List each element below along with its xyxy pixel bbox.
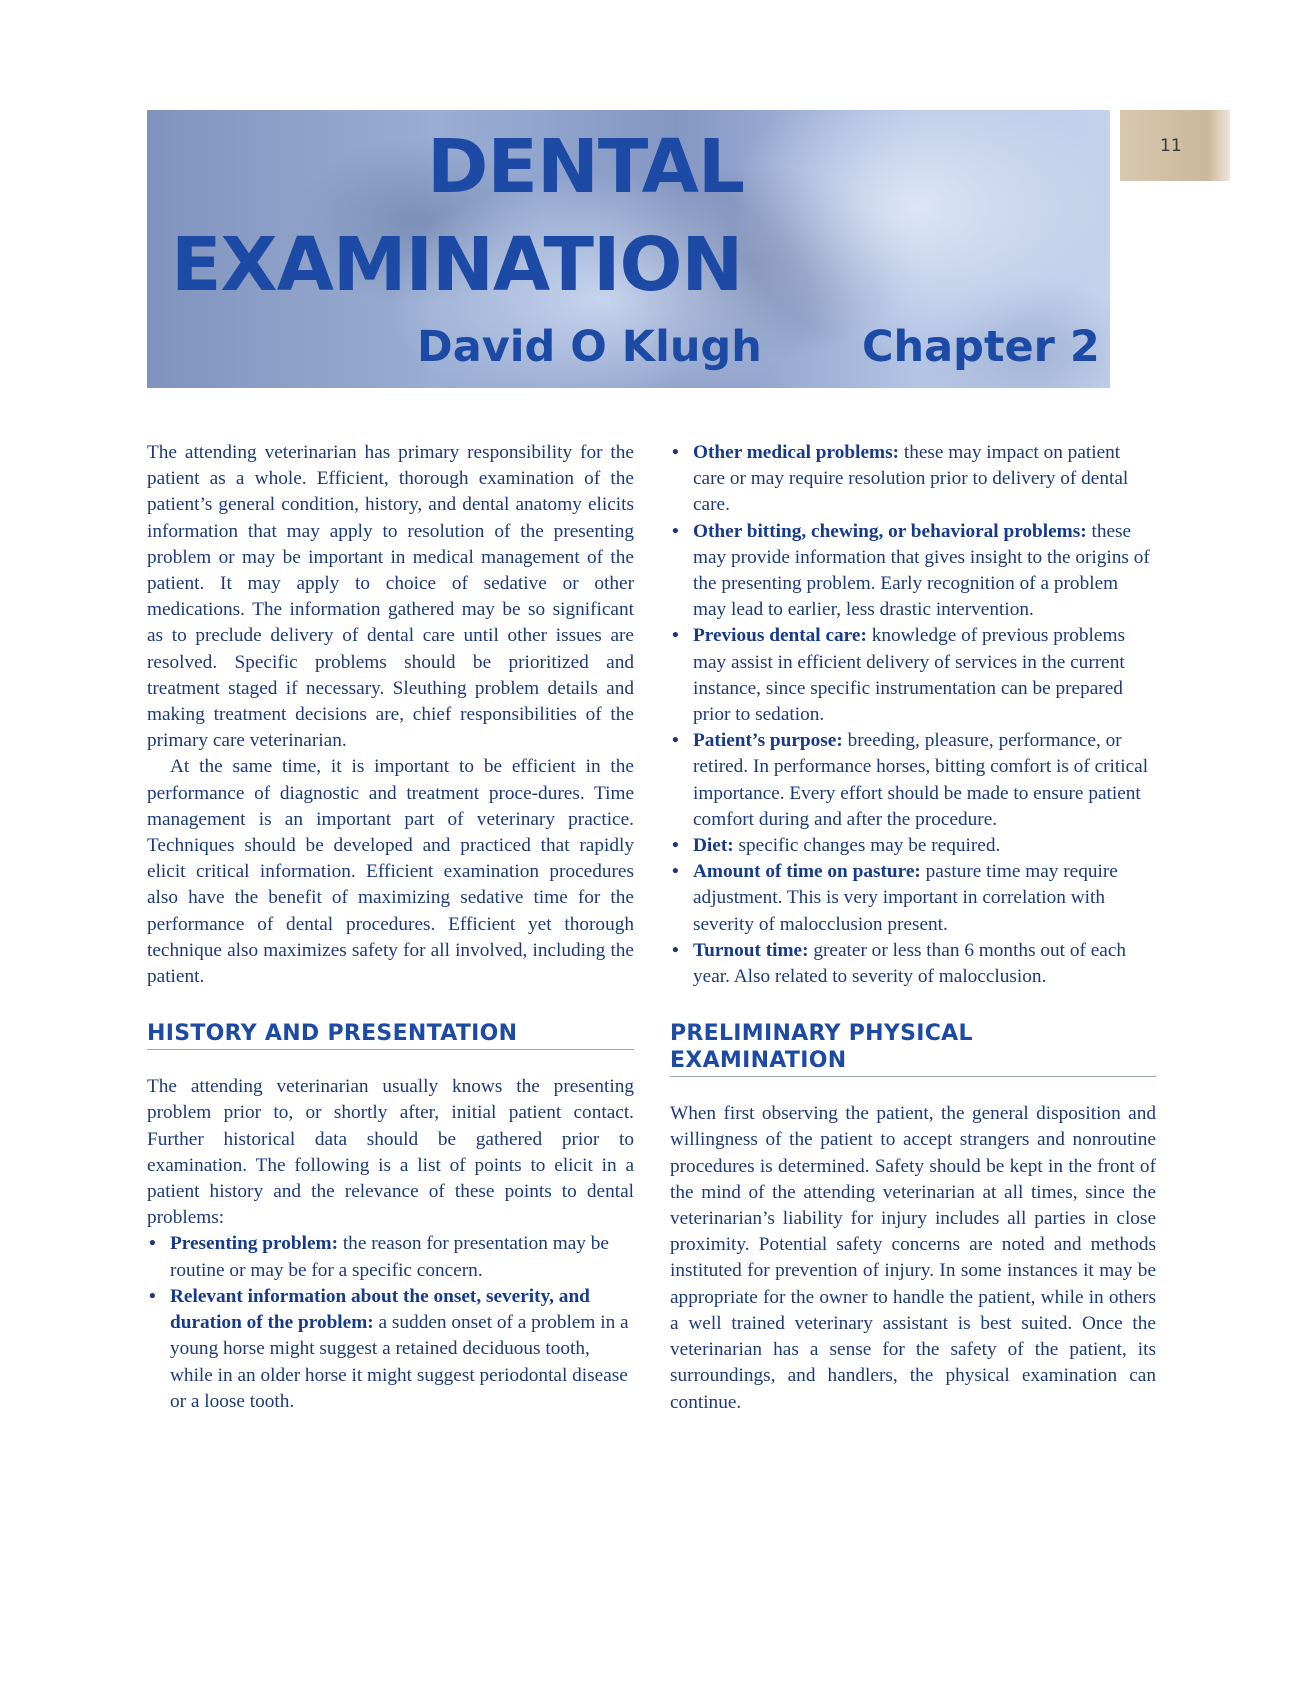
bullet-item <box>670 938 1156 990</box>
chapter-title-line2: EXAMINATION <box>171 222 743 308</box>
bullet-term: Previous dental care: <box>693 625 867 647</box>
left-column <box>147 440 634 1415</box>
bullet-term: Turnout time: <box>693 939 809 961</box>
bullet-item <box>147 1284 634 1415</box>
history-bullet-list-continued <box>670 440 1156 990</box>
bullet-item <box>670 859 1156 938</box>
chapter-title-line1: DENTAL <box>427 124 745 210</box>
bullet-term: Patient’s purpose: <box>693 730 843 752</box>
bullet-term: Presenting problem: <box>170 1233 338 1255</box>
history-bullet-list <box>147 1231 634 1414</box>
bullet-text: greater or less than 6 months out of each year. Also related to severity of malocclusion. <box>693 939 1127 988</box>
bullet-text: pasture time may require adjustment. This is very important in correlation with severity of malocclusion present. <box>693 861 1118 935</box>
chapter-author: David O Klugh <box>417 322 762 372</box>
bullet-term: Diet: <box>693 835 734 857</box>
right-column <box>670 440 1156 1416</box>
bullet-term: Amount of time on pasture: <box>693 861 921 883</box>
bullet-text: the reason for presentation may be routine or may be for a specific concern. <box>170 1233 609 1281</box>
page-number-tab <box>1120 110 1230 181</box>
chapter-number: Chapter 2 <box>862 322 1100 372</box>
page-number: 11 <box>1160 136 1182 156</box>
bullet-item <box>670 440 1156 519</box>
chapter-banner <box>147 110 1110 388</box>
history-heading: HISTORY AND PRESENTATION <box>147 1020 634 1050</box>
bullet-term: Other bitting, chewing, or behavioral problems: <box>693 520 1087 542</box>
history-paragraph: The attending veterinarian usually knows the presenting problem prior to, or shortly after, initial patient contact. Further historical data should be gathered prior to examination. The following is a list of points to elicit in a patient history and the relevance of these points to dental problems: <box>147 1076 634 1229</box>
bullet-item <box>670 728 1156 833</box>
physical-exam-paragraph: When first observing the patient, the general disposition and willingness of the patient to accept strangers and nonroutine procedures is determined. Safety should be kept in the front of the mind of the attending veterinarian at all times, since the veterinarian’s liability for injury includes all parties in close proximity. Potential safety concerns are noted and methods instituted for prevention of injury. In some instances it may be appropriate for the owner to handle the patient, while in others a well trained veterinary assistant is best suited. Once the veterinarian has a sense for the safety of the patient, its surroundings, and handlers, the physical examination can continue. <box>670 1103 1156 1413</box>
bullet-item <box>670 519 1156 624</box>
bullet-text: these may impact on patient care or may require resolution prior to delivery of dental care. <box>693 442 1129 516</box>
intro-paragraph: The attending veterinarian has primary responsibility for the patient as a whole. Efficient, thorough examination of the patient’s general condition, history, and dental anatomy elicits information that may apply to resolution of the presenting problem or may be important in medical management of the patient. It may apply to choice of sedative or other medications. The information gathered may be so significant as to preclude delivery of dental care until other issues are resolved. Specific problems should be prioritized and treatment staged if necessary. Sleuthing problem details and making treatment decisions are, chief responsibilities of the primary care veterinarian. <box>147 442 634 752</box>
bullet-item <box>670 833 1156 859</box>
bullet-text: these may provide information that gives insight to the origins of the presenting problem. Early recognition of a problem may lead to earlier, less drastic intervention. <box>693 520 1150 621</box>
bullet-text: knowledge of previous problems may assist in efficient delivery of services in the current instance, since specific instrumentation can be prepared prior to sedation. <box>693 625 1125 726</box>
history-heading-wrap <box>147 1020 634 1050</box>
physical-exam-heading-wrap <box>670 1020 1156 1077</box>
bullet-term: Other medical problems: <box>693 442 900 463</box>
efficiency-paragraph: At the same time, it is important to be efficient in the performance of diagnostic and treatment proce-dures. Time management is an important part of veterinary practice. Techniques should be developed and practiced that rapidly elicit critical information. Efficient examination procedures also have the benefit of maximizing sedative time for the performance of dental procedures. Efficient yet thorough technique also maximizes safety for all involved, including the patient. <box>147 756 634 988</box>
bullet-item <box>147 1231 634 1283</box>
bullet-text: breeding, pleasure, performance, or retired. In performance horses, bitting comfort is of critical importance. Every effort should be made to ensure patient comfort during and after the procedure. <box>693 730 1149 830</box>
bullet-text: specific changes may be required. <box>733 835 1001 857</box>
physical-exam-heading: PRELIMINARY PHYSICAL EXAMINATION <box>670 1020 1156 1077</box>
bullet-term: Relevant information about the onset, severity, and duration of the problem: <box>170 1285 590 1334</box>
bullet-text: a sudden onset of a problem in a young horse might suggest a retained deciduous tooth, while in an older horse it might suggest periodontal disease or a loose tooth. <box>170 1312 629 1412</box>
bullet-item <box>670 623 1156 728</box>
